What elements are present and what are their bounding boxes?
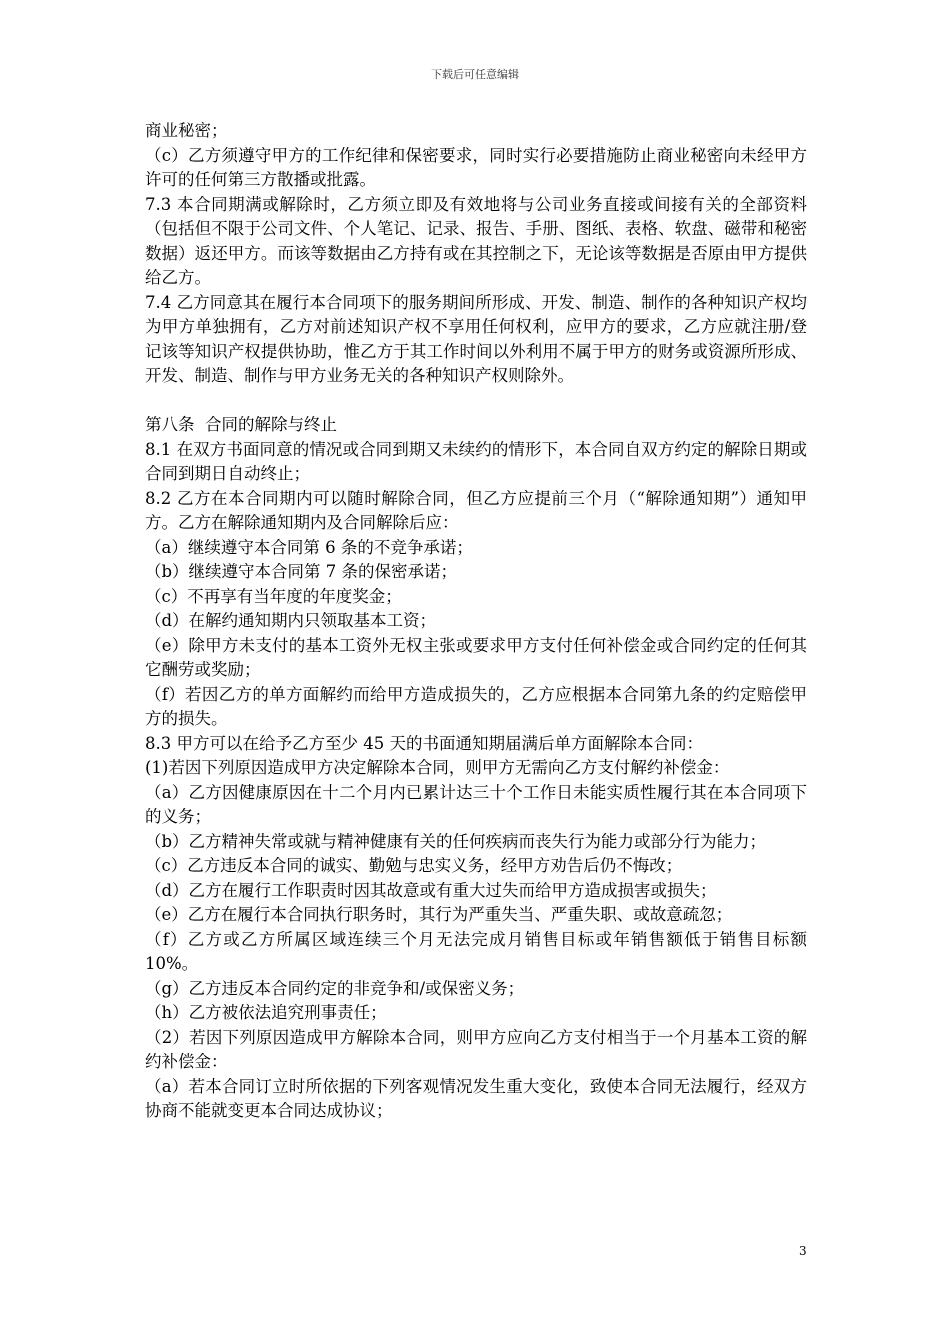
list-item: （f）若因乙方的单方面解约而给甲方造成损失的，乙方应根据本合同第九条的约定赔偿甲方的损失。 [145, 684, 807, 728]
paragraph: 7.4 乙方同意其在履行本合同项下的服务期间所形成、开发、制造、制作的各种知识产权均为甲方单独拥有，乙方对前述知识产权不享用任何权利，应甲方的要求，乙方应就注册/登记该等知识产权提供协助，惟乙方于其工作时间以外利用不属于甲方的财务或资源所形成、开发、制造、制作与甲方业务无关的各种知识产权则除外。 [145, 292, 807, 385]
paragraph: 8.1 在双方书面同意的情况或合同到期又未续约的情形下，本合同自双方约定的解除日期或合同到期日自动终止； [145, 439, 807, 483]
list-item: （a）乙方因健康原因在十二个月内已累计达三十个工作日未能实质性履行其在本合同项下的义务； [145, 782, 807, 826]
list-item: （e）除甲方未支付的基本工资外无权主张或要求甲方支付任何补偿金或合同约定的任何其它酬劳或奖励； [145, 635, 807, 679]
paragraph: 8.3 甲方可以在给予乙方至少 45 天的书面通知期届满后单方面解除本合同： [145, 733, 703, 753]
page-number: 3 [799, 1244, 807, 1258]
list-item: （e）乙方在履行本合同执行职务时，其行为严重失当、严重失职、或故意疏忽； [145, 905, 733, 924]
page-header: 下载后可任意编辑 [431, 68, 519, 81]
paragraph: （2）若因下列原因造成甲方解除本合同，则甲方应向乙方支付相当于一个月基本工资的解约补偿金： [145, 1027, 807, 1071]
list-item: （f）乙方或乙方所属区域连续三个月无法完成月销售目标或年销售额低于销售目标额 10%。 [145, 929, 807, 973]
document-body [145, 119, 807, 1124]
blank-line [145, 389, 807, 414]
list-item: （b）继续遵守本合同第 7 条的保密承诺； [145, 562, 458, 581]
list-item: （c）不再享有当年度的年度奖金； [145, 586, 402, 606]
paragraph: 7.3 本合同期满或解除时，乙方须立即及有效地将与公司业务直接或间接有关的全部资料（包括但不限于公司文件、个人笔记、记录、报告、手册、图纸、表格、软盘、磁带和秘密数据）返还甲方。而该等数据由乙方持有或在其控制之下，无论该等数据是否原由甲方提供给乙方。 [145, 194, 807, 287]
list-item: （c）乙方违反本合同的诚实、勤勉与忠实义务，经甲方劝告后仍不悔改； [145, 856, 683, 875]
section-heading: 第八条 合同的解除与终止 [145, 415, 337, 434]
paragraph: 8.2 乙方在本合同期内可以随时解除合同，但乙方应提前三个月（“解除通知期”）通知甲方。乙方在解除通知期内及合同解除后应： [145, 488, 807, 532]
paragraph: （c）乙方须遵守甲方的工作纪律和保密要求，同时实行必要措施防止商业秘密向未经甲方许可的任何第三方散播或批露。 [145, 145, 807, 189]
list-item: （b）乙方精神失常或就与精神健康有关的任何疾病而丧失行为能力或部分行为能力； [145, 831, 767, 851]
list-item: （a）继续遵守本合同第 6 条的不竞争承诺； [145, 537, 473, 557]
list-item: （g）乙方违反本合同约定的非竞争和/或保密义务； [145, 978, 525, 998]
list-item: （h）乙方被依法追究刑事责任； [145, 1003, 387, 1022]
list-item: （a）若本合同订立时所依据的下列客观情况发生重大变化，致使本合同无法履行，经双方协商不能就变更本合同达成协议； [145, 1076, 807, 1120]
list-item: （d）在解约通知期内只领取基本工资； [145, 611, 437, 630]
paragraph: 商业秘密； [145, 121, 228, 140]
paragraph: (1)若因下列原因造成甲方决定解除本合同，则甲方无需向乙方支付解约补偿金： [145, 758, 730, 777]
list-item: （d）乙方在履行工作职责时因其故意或有重大过失而给甲方造成损害或损失； [145, 880, 717, 900]
